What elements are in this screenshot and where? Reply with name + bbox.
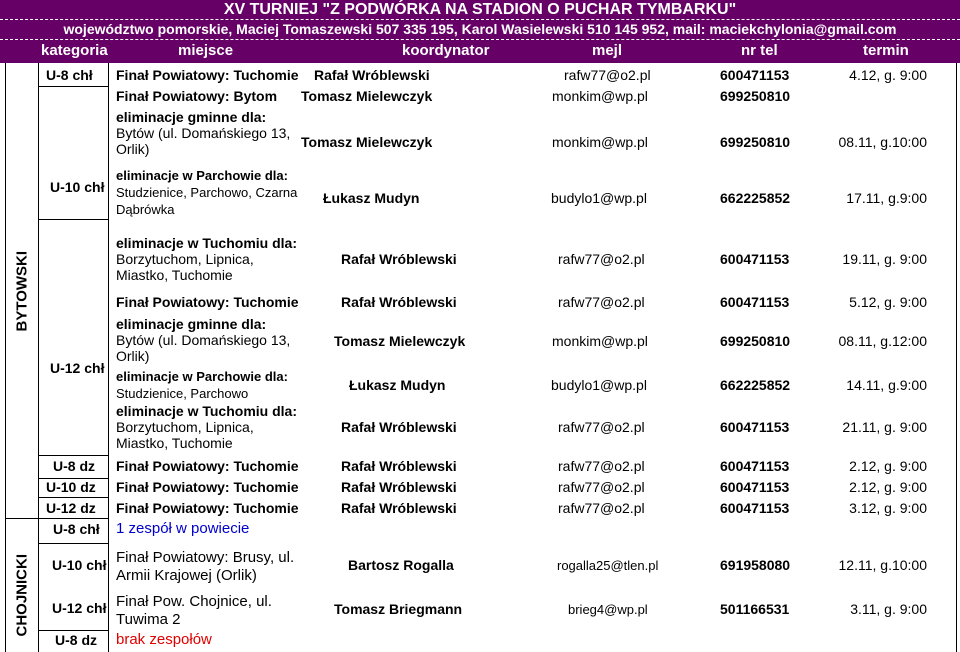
email-cell[interactable]: rafw77@o2.pl [564, 67, 651, 83]
term-cell: 14.11, g.9:00 [846, 377, 927, 393]
region-label-bytowski: BYTOWSKI [13, 250, 31, 332]
email-cell[interactable]: rafw77@o2.pl [558, 419, 645, 435]
page-title: XV TURNIEJ "Z PODWÓRKA NA STADION O PUCHAR TYMBARKU" [223, 1, 737, 18]
place-cell: brak zespołów [116, 631, 212, 648]
place-cell: Finał Powiatowy: Tuchomie [116, 294, 299, 310]
coordinator-cell: Tomasz Mielewczyk [301, 88, 433, 104]
phone-cell: 600471153 [720, 294, 790, 310]
term-cell: 12.11, g.10:00 [838, 557, 927, 573]
column-header-nr-tel: nr tel [741, 42, 778, 59]
category-cell: U-12 chł [50, 360, 105, 376]
coordinator-cell: Bartosz Rogalla [348, 557, 454, 573]
coordinator-cell: Tomasz Mielewczyk [301, 134, 433, 150]
place-cell: eliminacje w Tuchomiu dla: Borzytuchom, Lipnica, Miastko, Tuchomie [116, 403, 297, 451]
email-cell[interactable]: monkim@wp.pl [552, 88, 648, 104]
phone-cell: 600471153 [720, 67, 790, 83]
place-cell: eliminacje w Parchowie dla: Studzienice, Parchowo [116, 369, 288, 401]
coordinator-cell: Rafał Wróblewski [341, 251, 457, 267]
place-cell: eliminacje gminne dla: Bytów (ul. Domańskiego 13, Orlik) [116, 316, 291, 364]
term-cell: 08.11, g.10:00 [838, 134, 927, 150]
coordinator-cell: Łukasz Mudyn [349, 377, 446, 393]
phone-cell: 699250810 [720, 134, 791, 150]
column-header-mejl: mejl [592, 42, 623, 59]
divider [0, 39, 960, 40]
phone-cell: 600471153 [720, 500, 790, 516]
phone-cell: 691958080 [720, 557, 791, 573]
email-cell[interactable]: rogalla25@tlen.pl [557, 558, 659, 573]
place-cell: Finał Powiatowy: Tuchomie [116, 458, 299, 474]
email-cell[interactable]: monkim@wp.pl [552, 134, 648, 150]
coordinator-cell: Rafał Wróblewski [341, 419, 457, 435]
category-cell: U-12 dz [46, 500, 96, 516]
coordinator-cell: Rafał Wróblewski [341, 294, 457, 310]
phone-cell: 600471153 [720, 458, 790, 474]
header-band [0, 0, 960, 63]
category-cell: U-8 chł [53, 521, 100, 537]
coordinator-cell: Rafał Wróblewski [341, 458, 457, 474]
term-cell: 21.11, g. 9:00 [842, 419, 927, 435]
email-cell[interactable]: brieg4@wp.pl [568, 602, 648, 617]
category-cell: U-10 chł [52, 557, 107, 573]
coordinator-cell: Rafał Wróblewski [314, 67, 430, 83]
phone-cell: 662225852 [720, 190, 791, 206]
phone-cell: 699250810 [720, 333, 791, 349]
email-cell[interactable]: budylo1@wp.pl [551, 190, 647, 206]
term-cell: 2.12, g. 9:00 [849, 479, 927, 495]
email-cell[interactable]: rafw77@o2.pl [558, 294, 645, 310]
category-cell: U-12 chł [52, 600, 107, 616]
phone-cell: 600471153 [720, 479, 790, 495]
place-cell: Finał Powiatowy: Bytom [116, 88, 278, 104]
phone-cell: 600471153 [720, 419, 790, 435]
divider [0, 19, 960, 20]
place-cell: Finał Pow. Chojnice, ul. Tuwima 2 [116, 593, 272, 628]
email-cell[interactable]: rafw77@o2.pl [558, 251, 645, 267]
term-cell: 3.11, g. 9:00 [850, 601, 927, 617]
place-cell: eliminacje w Parchowie dla: Studzienice, Parchowo, Czarna Dąbrówka [116, 168, 298, 217]
place-cell: Finał Powiatowy: Tuchomie [116, 67, 299, 83]
coordinator-cell: Tomasz Briegmann [334, 601, 463, 617]
category-cell: U-8 chł [46, 67, 93, 83]
term-cell: 3.12, g. 9:00 [849, 500, 927, 516]
email-cell[interactable]: budylo1@wp.pl [551, 377, 647, 393]
term-cell: 5.12, g. 9:00 [849, 294, 927, 310]
coordinator-cell: Rafał Wróblewski [341, 500, 457, 516]
category-cell: U-10 dz [46, 479, 96, 495]
coordinator-cell: Rafał Wróblewski [341, 479, 457, 495]
term-cell: 2.12, g. 9:00 [849, 458, 927, 474]
column-header-termin: termin [863, 42, 909, 59]
phone-cell: 600471153 [720, 251, 790, 267]
coordinator-cell: Łukasz Mudyn [323, 190, 420, 206]
page-subtitle: województwo pomorskie, Maciej Tomaszewski 507 335 195, Karol Wasielewski 510 145 952, mail: maciekchylonia@gmail.com [63, 21, 897, 37]
category-cell: U-8 dz [55, 632, 97, 648]
column-header-kategoria: kategoria [41, 42, 108, 59]
place-cell: Finał Powiatowy: Tuchomie [116, 479, 299, 495]
column-header-miejsce: miejsce [178, 42, 234, 59]
column-header-koordynator: koordynator [402, 42, 490, 59]
email-cell[interactable]: rafw77@o2.pl [558, 458, 645, 474]
place-cell: Finał Powiatowy: Tuchomie [116, 500, 299, 516]
term-cell: 4.12, g. 9:00 [849, 67, 927, 83]
phone-cell: 662225852 [720, 377, 791, 393]
email-cell[interactable]: rafw77@o2.pl [558, 500, 645, 516]
place-cell: eliminacje w Tuchomiu dla: Borzytuchom, Lipnica, Miastko, Tuchomie [116, 235, 297, 283]
category-cell: U-10 chł [50, 179, 105, 195]
phone-cell: 699250810 [720, 88, 791, 104]
email-cell[interactable]: rafw77@o2.pl [558, 479, 645, 495]
term-cell: 08.11, g.12:00 [838, 333, 927, 349]
category-cell: U-8 dz [53, 458, 95, 474]
term-cell: 17.11, g.9:00 [846, 190, 927, 206]
coordinator-cell: Tomasz Mielewczyk [334, 333, 466, 349]
place-cell: 1 zespół w powiecie [116, 520, 250, 537]
place-cell: eliminacje gminne dla: Bytów (ul. Domańskiego 13, Orlik) [116, 109, 291, 157]
place-cell: Finał Powiatowy: Brusy, ul. Armii Krajowej (Orlik) [116, 549, 295, 584]
region-label-chojnicki: CHOJNICKI [13, 553, 31, 637]
phone-cell: 501166531 [720, 601, 790, 617]
email-cell[interactable]: monkim@wp.pl [552, 333, 648, 349]
term-cell: 19.11, g. 9:00 [842, 251, 927, 267]
